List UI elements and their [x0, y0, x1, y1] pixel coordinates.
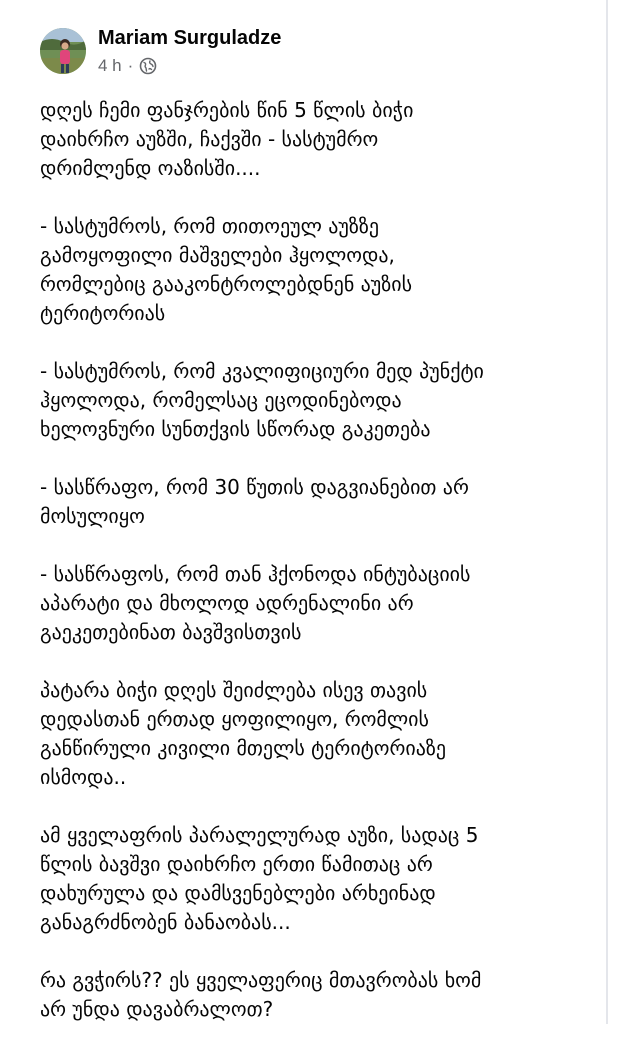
meta-separator: · — [127, 56, 134, 75]
author-name[interactable]: Mariam Surguladze — [98, 27, 282, 49]
post-body — [40, 96, 596, 1053]
post-paragraph: - სასტუმროს, რომ კვალიფიციური მედ პუნქტი ჰყოლოდა, რომელსაც ეცოდინებოდა ხელოვნური სუნთქვის სწორად გაკეთება — [40, 359, 484, 441]
post-paragraph: პატარა ბიჭი დღეს შეიძლება ისევ თავის დედასთან ერთად ყოფილიყო, რომლის განწირული კივილი მთელს ტერიტორიაზე ისმოდა.. — [40, 678, 447, 789]
post-header — [40, 26, 281, 76]
post-timestamp[interactable]: 4 h — [98, 56, 122, 75]
post-paragraph: რა გვჭირს?? ეს ყველაფერიც მთავრობას ხომ არ უნდა დავაბრალოთ? — [40, 968, 482, 1021]
post-paragraph: ამ ყველაფრის პარალელურად აუზი, სადაც 5 წლის ბავშვი დაიხრჩო ერთი წამითაც არ დახურულა და დამსვენებლები არხეინად განაგრძნობენ ბანაობას... — [40, 823, 479, 934]
right-divider — [606, 0, 608, 1024]
avatar[interactable] — [40, 28, 86, 74]
post-sub-meta — [98, 56, 281, 76]
post-meta — [98, 26, 281, 76]
post-paragraph: დღეს ჩემი ფანჯრების წინ 5 წლის ბიჭი დაიხრჩო აუზში, ჩაქვში - სასტუმრო დრიმლენდ ოაზისში.... — [40, 98, 414, 180]
globe-icon[interactable] — [139, 57, 157, 75]
post-paragraph: - სასტუმროს, რომ თითოეულ აუზზე გამოყოფილი მაშველები ჰყოლოდა, რომლებიც გააკონტროლებდნენ აუზის ტერიტორიას — [40, 214, 413, 325]
post-paragraph: - სასწრაფო, რომ 30 წუთის დაგვიანებით არ მოსულიყო — [40, 475, 469, 528]
avatar-image — [40, 28, 86, 74]
post-paragraph: - სასწრაფოს, რომ თან ჰქონოდა ინტუბაციის აპარატი და მხოლოდ ადრენალინი არ გაეკეთებინათ ბავშვისთვის — [40, 562, 471, 644]
